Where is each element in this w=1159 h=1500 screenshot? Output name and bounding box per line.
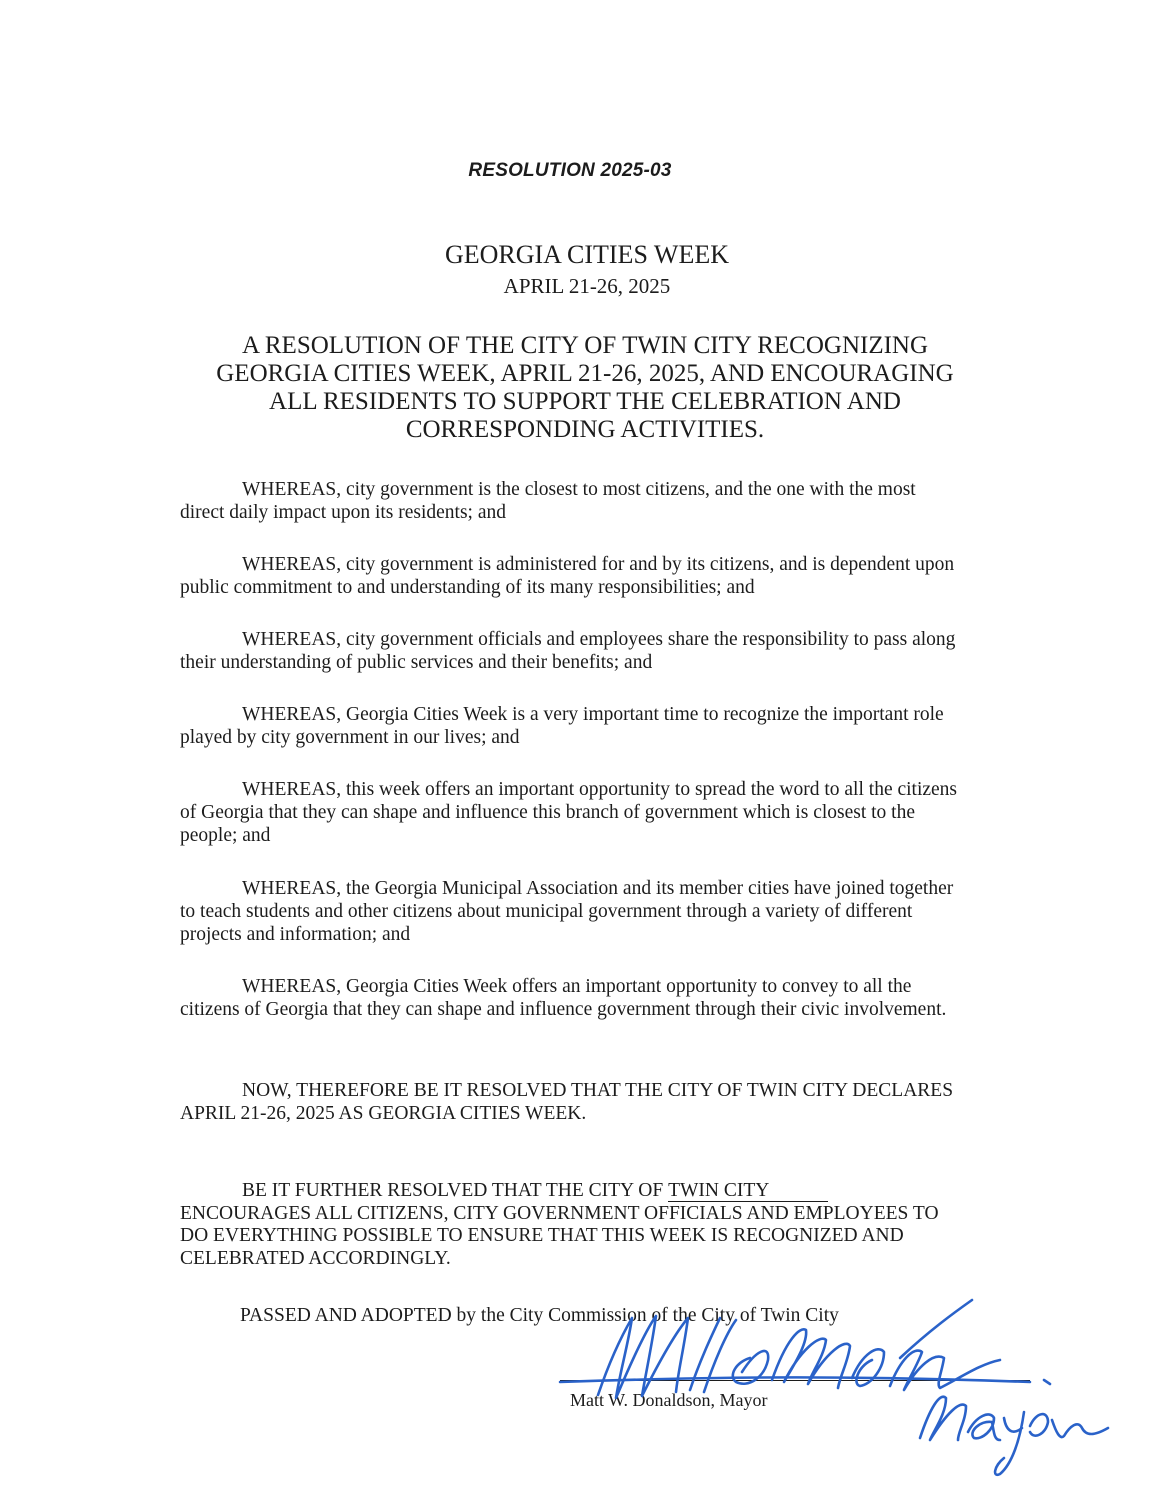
whereas-paragraph-5: WHEREAS, this week offers an important opportunity to spread the word to all the citizens of Georgia that they can shape and influence this branch of government which is closest to the people; and — [180, 779, 958, 846]
signatory-name: Matt W. Donaldson, Mayor — [570, 1390, 768, 1410]
further-resolved-city: TWIN CITY — [668, 1181, 828, 1202]
whereas-paragraph-1: WHEREAS, city government is the closest to most citizens, and the one with the most direct daily impact upon its residents; and — [180, 479, 916, 523]
signature-line — [560, 1380, 1030, 1381]
resolution-heading: A RESOLUTION OF THE CITY OF TWIN CITY RECOGNIZING GEORGIA CITIES WEEK, APRIL 21-26, 2025, AND ENCOURAGING ALL RESIDENTS TO SUPPORT THE CELEBRATION AND CORRESPONDING ACTIVITIES. — [216, 332, 954, 443]
whereas-paragraph-6: WHEREAS, the Georgia Municipal Association and its member cities have joined together to teach students and other citizens about municipal government through a variety of different projects and information; and — [180, 878, 954, 945]
resolved-paragraph: NOW, THEREFORE BE IT RESOLVED THAT THE CITY OF TWIN CITY DECLARES APRIL 21-26, 2025 AS GEORGIA CITIES WEEK. — [180, 1080, 954, 1124]
whereas-paragraph-7: WHEREAS, Georgia Cities Week offers an important opportunity to convey to all the citizens of Georgia that they can shape and influence government through their civic involvement. — [180, 976, 947, 1020]
passed-adopted-line: PASSED AND ADOPTED by the City Commission of the City of Twin City — [240, 1305, 839, 1326]
resolution-number: RESOLUTION 2025-03 — [468, 160, 672, 181]
whereas-paragraph-3: WHEREAS, city government officials and employees share the responsibility to pass along their understanding of public services and their benefits; and — [180, 629, 956, 673]
whereas-paragraph-4: WHEREAS, Georgia Cities Week is a very important time to recognize the important role played by city government in our lives; and — [180, 704, 944, 748]
further-resolved-prefix: BE IT FURTHER RESOLVED THAT THE CITY OF — [242, 1180, 664, 1201]
whereas-paragraph-2: WHEREAS, city government is administered for and by its citizens, and is dependent upon public commitment to and understanding of its many responsibilities; and — [180, 554, 955, 598]
further-resolved-paragraph — [180, 1180, 950, 1270]
further-resolved-rest: ENCOURAGES ALL CITIZENS, CITY GOVERNMENT OFFICIALS AND EMPLOYEES TO DO EVERYTHING POSSIBLE TO ENSURE THAT THIS WEEK IS RECOGNIZED AND CELEBRATED ACCORDINGLY. — [180, 1202, 939, 1269]
document-title: GEORGIA CITIES WEEK — [444, 240, 730, 269]
document-dates: APRIL 21-26, 2025 — [503, 274, 671, 298]
